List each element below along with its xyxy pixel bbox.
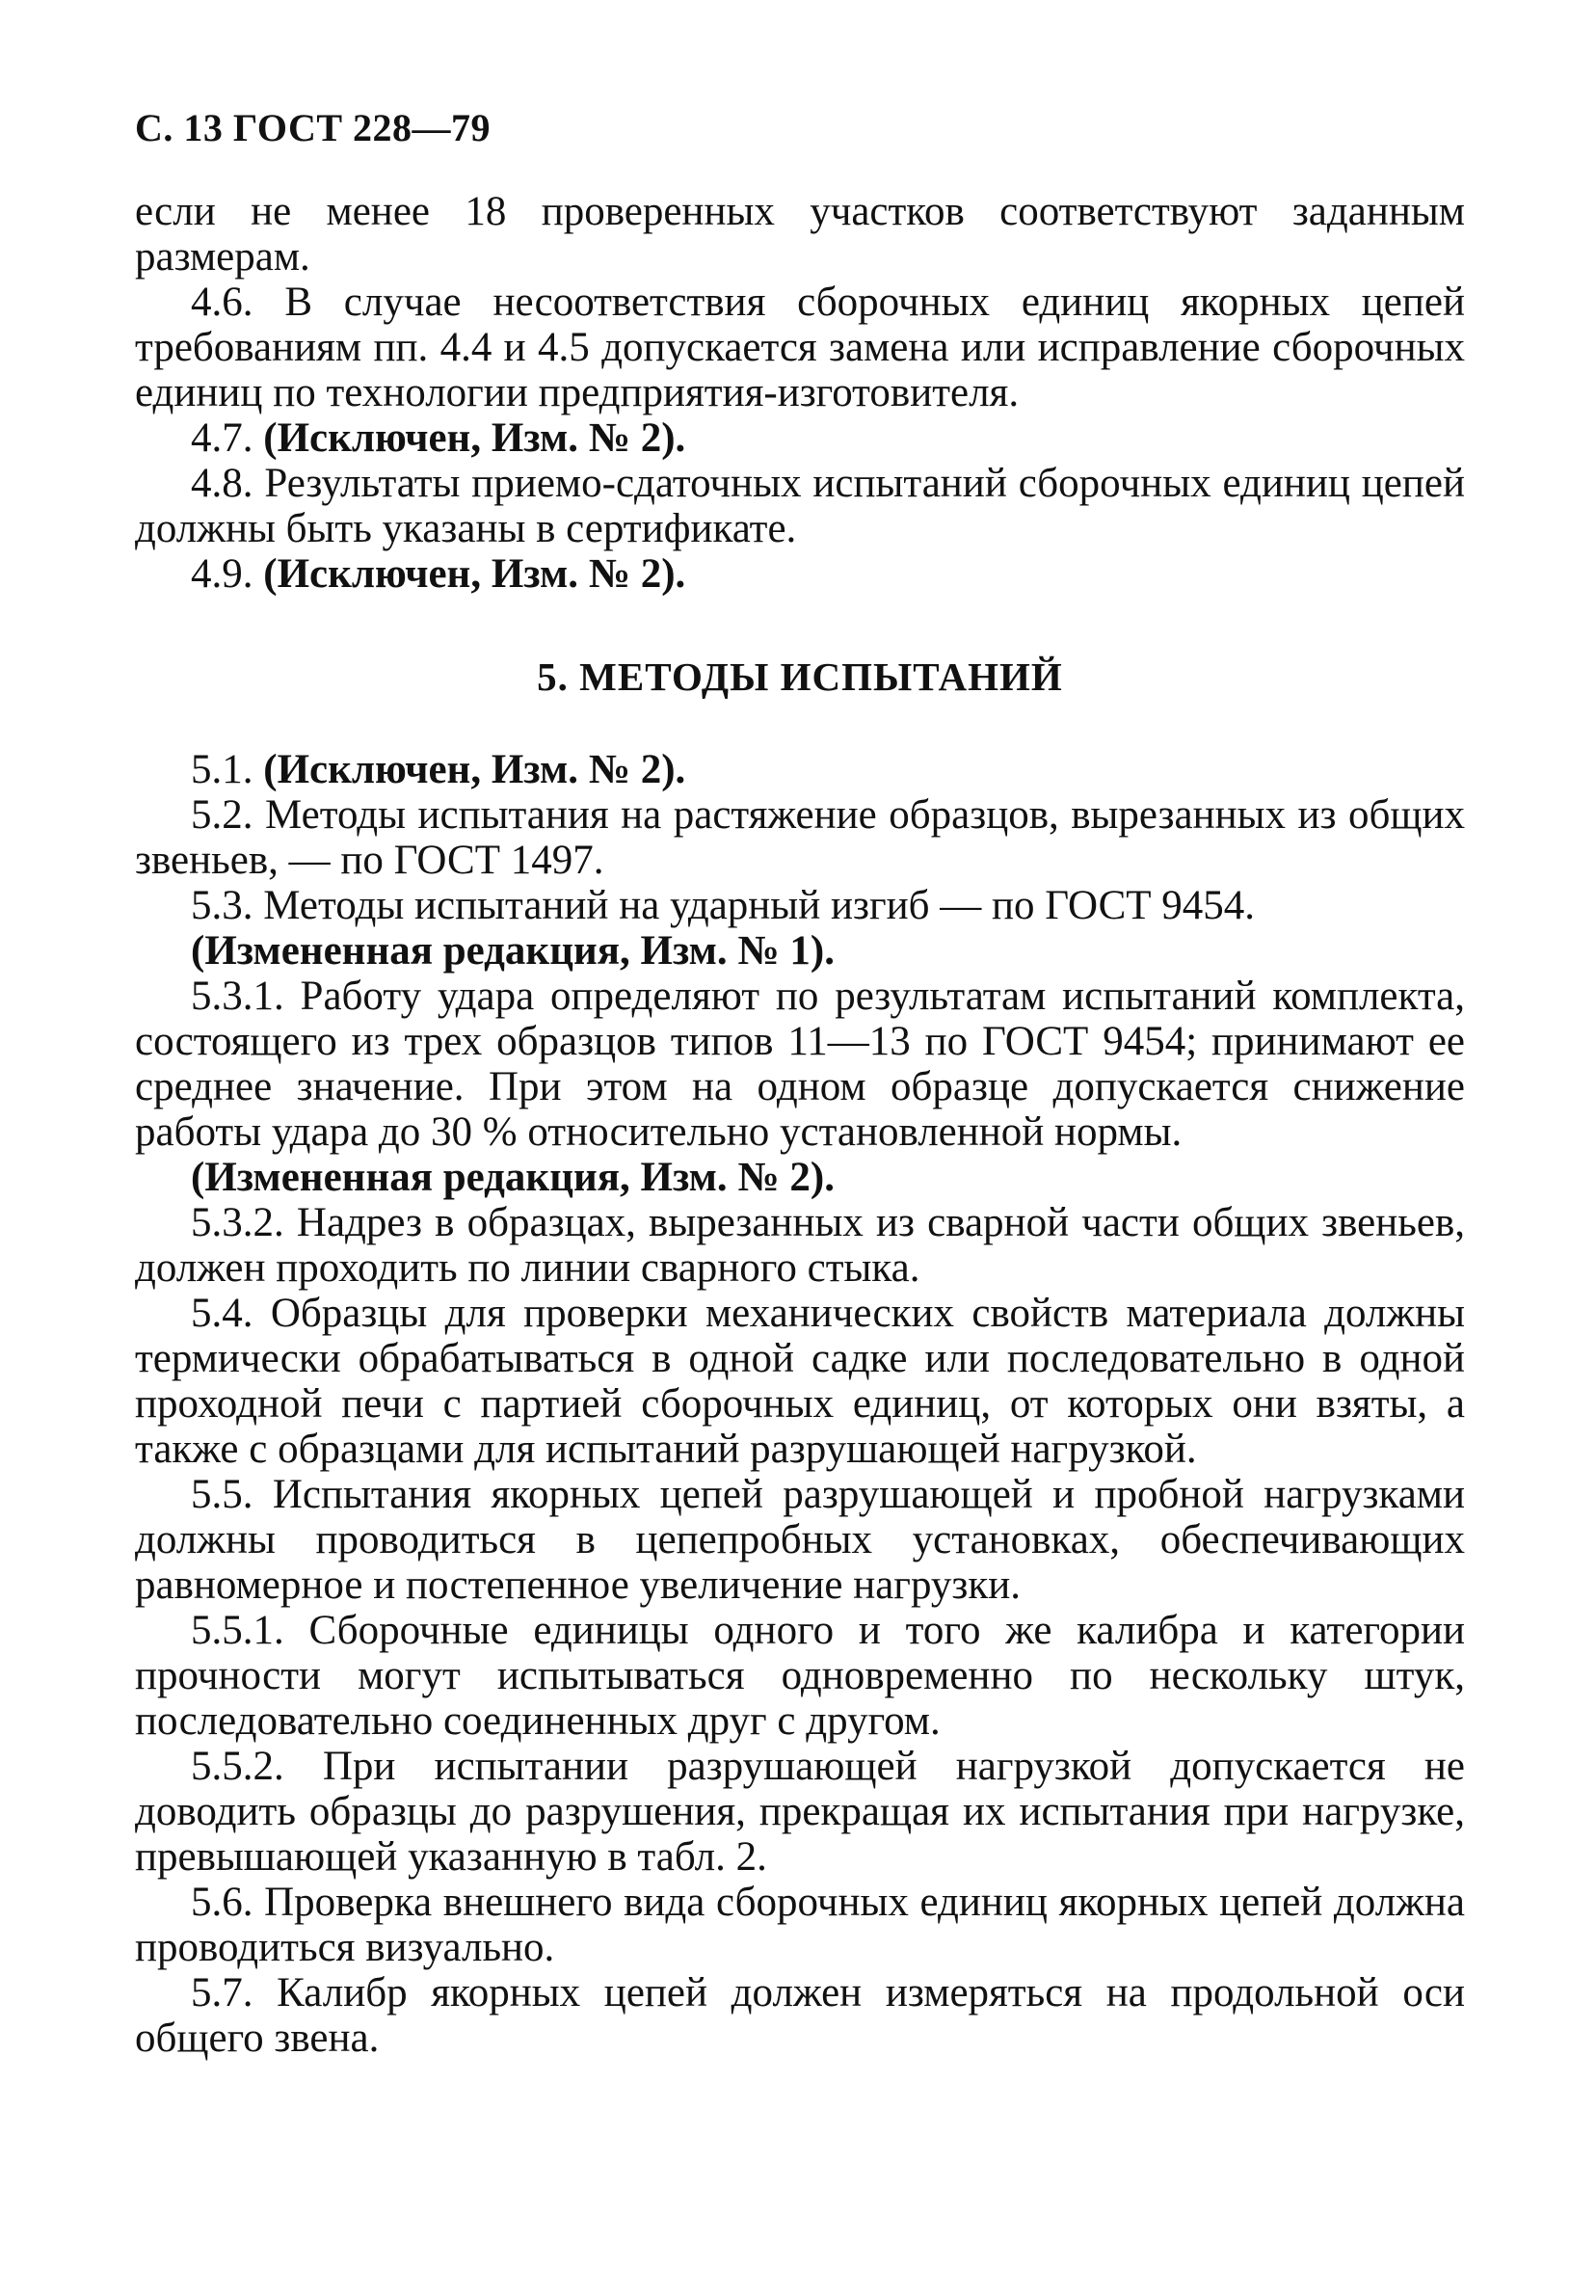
paragraph-text: Работу удара определяют по результатам испытаний комплекта, состоящего из трех образцов типов 11—13 по ГОСТ 9454; принимают ее среднее значение. При этом на одном образце допускается снижение работы удара до 30 % относительно установленной нормы. xyxy=(135,974,1465,1155)
paragraph-5-6 xyxy=(135,1880,1465,1970)
paragraph-text: Образцы для проверки механических свойств материала должны термически обрабатываться в одной садке или последовательно в одной проходной печи с партией сборочных единиц, от которых они взяты, а также с образцами для испытаний разрушающей нагрузкой. xyxy=(135,1291,1466,1472)
paragraph-number: 5.5.2. xyxy=(191,1744,284,1789)
paragraph-4-6 xyxy=(135,280,1465,415)
paragraph-5-3-2 xyxy=(135,1200,1465,1291)
paragraph-text: Проверка внешнего вида сборочных единиц якорных цепей должна проводиться визуально. xyxy=(135,1880,1465,1970)
paragraph-5-3-1 xyxy=(135,974,1465,1155)
paragraph-text: (Исключен, Изм. № 2). xyxy=(263,747,686,792)
paragraph-number: 5.2. xyxy=(191,792,253,838)
paragraph-number: 4.7. xyxy=(191,415,253,461)
paragraphs-before-section xyxy=(135,189,1465,597)
page-header: С. 13 ГОСТ 228—79 xyxy=(135,106,492,149)
paragraph-number: 4.6. xyxy=(191,280,253,325)
paragraph-number: 5.3. xyxy=(191,883,253,928)
paragraph-text: (Исключен, Изм. № 2). xyxy=(263,415,686,461)
section-title: 5. МЕТОДЫ ИСПЫТАНИЙ xyxy=(537,654,1063,699)
paragraph-text: (Измененная редакция, Изм. № 2). xyxy=(191,1155,835,1200)
paragraph-5-2 xyxy=(135,792,1465,883)
paragraph-text: Сборочные единицы одного и того же калибра и категории прочности могут испытываться одновременно по нескольку штук, последовательно соединенных друг с другом. xyxy=(135,1608,1465,1744)
paragraph-number: 5.1. xyxy=(191,747,253,792)
paragraph-number: 5.4. xyxy=(191,1291,253,1336)
paragraph-4-9 xyxy=(135,551,1465,597)
paragraph-5-1 xyxy=(135,747,1465,792)
paragraph-number: 5.5.1. xyxy=(191,1608,284,1653)
paragraph-5-7 xyxy=(135,1970,1465,2061)
paragraph-5-3 xyxy=(135,883,1465,928)
paragraph-4-7 xyxy=(135,415,1465,461)
paragraph-text: При испытании разрушающей нагрузкой допускается не доводить образцы до разрушения, прекращая их испытания при нагрузке, превышающей указанную в табл. 2. xyxy=(135,1744,1466,1880)
paragraph-4-8 xyxy=(135,461,1465,551)
paragraph-number: 5.5. xyxy=(191,1472,253,1517)
paragraph-number: 5.3.2. xyxy=(191,1200,284,1245)
paragraph-number: 5.6. xyxy=(191,1880,253,1925)
paragraph-text: Результаты приемо-сдаточных испытаний сборочных единиц цепей должны быть указаны в сертификате. xyxy=(135,461,1465,551)
document-page xyxy=(135,104,1465,2061)
paragraph-text: Калибр якорных цепей должен измеряться на продольной оси общего звена. xyxy=(135,1970,1466,2061)
amendment-note xyxy=(135,1155,1465,1200)
paragraph-number: 4.8. xyxy=(191,461,253,506)
paragraph-5-5 xyxy=(135,1472,1465,1608)
amendment-note xyxy=(135,928,1465,974)
paragraph-text: (Измененная редакция, Изм. № 1). xyxy=(191,928,835,974)
paragraph-5-5-1 xyxy=(135,1608,1465,1744)
paragraph-text: Испытания якорных цепей разрушающей и пробной нагрузками должны проводиться в цепепробных установках, обеспечивающих равномерное и постепенное увеличение нагрузки. xyxy=(135,1472,1465,1608)
paragraph-continuation xyxy=(135,189,1465,280)
paragraph-number: 5.3.1. xyxy=(191,974,284,1019)
paragraph-5-4 xyxy=(135,1291,1465,1472)
paragraph-number: 5.7. xyxy=(191,1970,253,2016)
paragraph-text: Надрез в образцах, вырезанных из сварной части общих звеньев, должен проходить по линии сварного стыка. xyxy=(135,1200,1466,1291)
paragraph-5-5-2 xyxy=(135,1744,1465,1880)
paragraph-text: Методы испытания на растяжение образцов, вырезанных из общих звеньев, — по ГОСТ 1497. xyxy=(135,792,1465,883)
paragraph-text: В случае несоответствия сборочных единиц якорных цепей требованиям пп. 4.4 и 4.5 допускается замена или исправление сборочных единиц по технологии предприятия-изготовителя. xyxy=(135,280,1465,415)
paragraph-text: Методы испытаний на ударный изгиб — по ГОСТ 9454. xyxy=(263,883,1256,928)
paragraph-text: если не менее 18 проверенных участков соответствуют заданным размерам. xyxy=(135,189,1465,280)
paragraphs-after-section xyxy=(135,747,1465,2061)
paragraph-number: 4.9. xyxy=(191,551,253,597)
paragraph-text: (Исключен, Изм. № 2). xyxy=(263,551,686,597)
